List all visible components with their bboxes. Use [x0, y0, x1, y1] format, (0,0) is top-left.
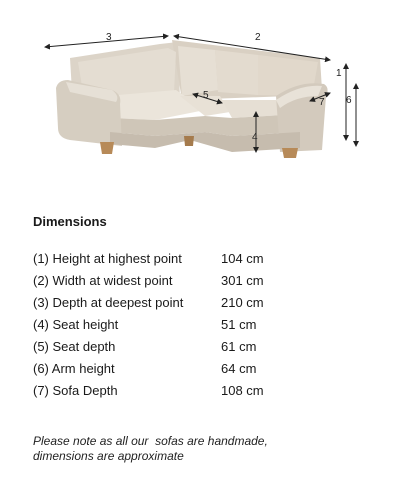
dimension-value: 104 cm [221, 250, 264, 266]
note-line-2: dimensions are approximate [33, 449, 184, 463]
dimension-value: 51 cm [221, 316, 257, 332]
callout-4: 4 [252, 132, 258, 143]
callout-5: 5 [203, 90, 209, 101]
dimension-row-depth [33, 291, 373, 313]
dimension-label: (2) Width at widest point [33, 272, 173, 288]
dimension-row-width [33, 269, 373, 291]
handmade-note [33, 434, 383, 464]
dimension-value: 301 cm [221, 272, 264, 288]
dimension-label: (4) Seat height [33, 316, 119, 332]
dimension-label: (7) Sofa Depth [33, 382, 118, 398]
dimensions-title: Dimensions [33, 214, 107, 229]
callout-3: 3 [106, 32, 112, 43]
dimension-row-sofa-depth [33, 379, 373, 401]
dimension-value: 64 cm [221, 360, 257, 376]
dimension-label: (3) Depth at deepest point [33, 294, 184, 310]
dimension-row-height [33, 247, 373, 269]
dimension-row-arm-height [33, 357, 373, 379]
dimension-value: 210 cm [221, 294, 264, 310]
dimensions-section [33, 212, 373, 401]
corner-sofa-image [56, 40, 328, 158]
dimension-value: 61 cm [221, 338, 257, 354]
dimension-label: (5) Seat depth [33, 338, 116, 354]
dimension-label: (1) Height at highest point [33, 250, 182, 266]
callout-1: 1 [336, 68, 342, 79]
callout-2: 2 [255, 32, 261, 43]
callout-6: 6 [346, 95, 352, 106]
dimension-row-seat-height [33, 313, 373, 335]
sofa-dimension-diagram [0, 0, 400, 205]
note-line-1: Please note as all our sofas are handmade, [33, 434, 268, 448]
sofa-figure [0, 0, 400, 205]
callout-7: 7 [319, 97, 325, 108]
dimension-row-seat-depth [33, 335, 373, 357]
dimension-value: 108 cm [221, 382, 264, 398]
dimension-label: (6) Arm height [33, 360, 115, 376]
